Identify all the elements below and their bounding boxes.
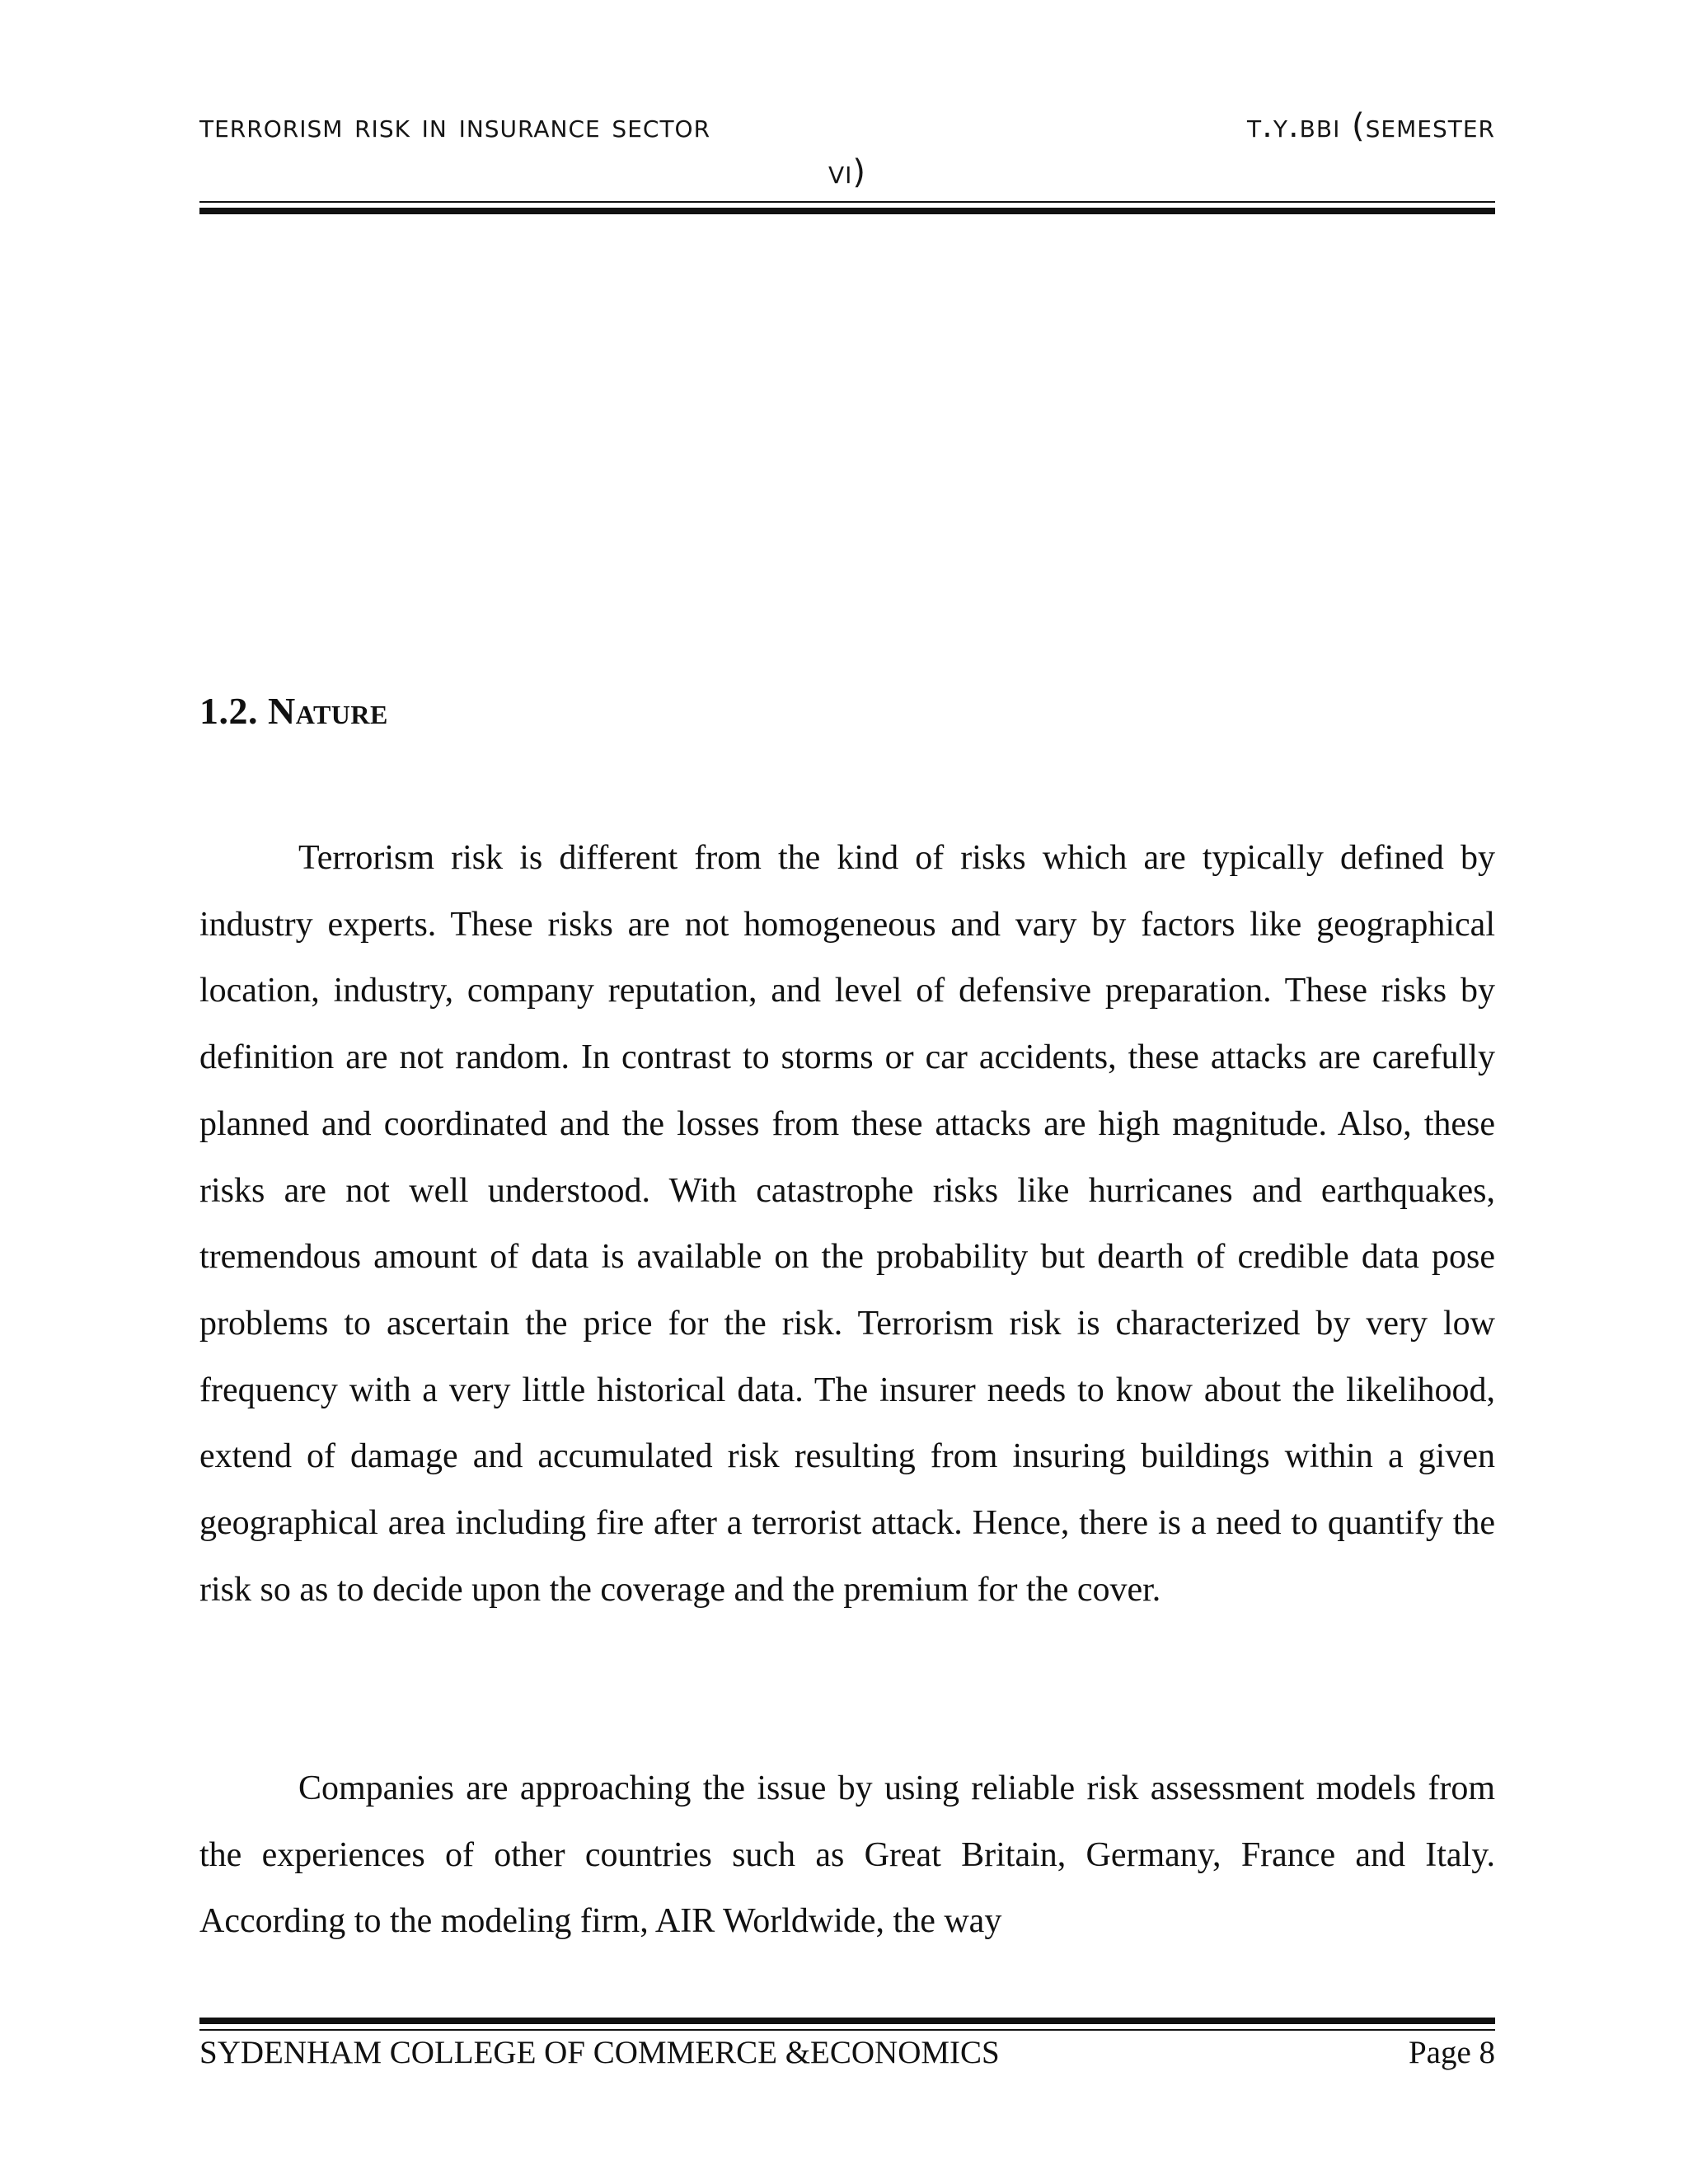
footer-institution: SYDENHAM COLLEGE OF COMMERCE &ECONOMICS <box>199 2035 1000 2070</box>
footer-rule-thick <box>199 2018 1495 2024</box>
header-course: t.y.bbi (semester <box>1247 107 1495 145</box>
section-heading: 1.2. Nature <box>199 690 388 732</box>
page-header <box>199 105 1495 191</box>
body-paragraph-2: Companies are approaching the issue by using reliable risk assessment models from the experiences of other countries such as Great Britain, Germany, France and Italy. According to the modeling firm, AIR Worldwide, the way <box>199 1769 1495 1941</box>
footer-rule-thin <box>199 2029 1495 2031</box>
body-paragraph-1: Terrorism risk is different from the kind of risks which are typically defined by industry experts. These risks are not homogeneous and vary by factors like geographical location, industry, company reputation, and level of defensive preparation. These risks by definition are not random. In contrast to storms or car accidents, these attacks are carefully planned and coordinated and the losses from these attacks are high magnitude. Also, these risks are not well understood. With catastrophe risks like hurricanes and earthquakes, tremendous amount of data is available on the probability but dearth of credible data pose problems to ascertain the price for the risk. Terrorism risk is characterized by very low frequency with a very little historical data. The insurer needs to know about the likelihood, extend of damage and accumulated risk resulting from insuring buildings within a given geographical area including fire after a terrorist attack. Hence, there is a need to quantify the risk so as to decide upon the coverage and the premium for the cover. <box>199 839 1495 1609</box>
header-rule-thick <box>199 208 1495 214</box>
header-title: terrorism risk in insurance sector <box>199 107 711 145</box>
header-rule-thin <box>199 201 1495 203</box>
header-course-continued: vi) <box>828 153 867 191</box>
page-number: Page 8 <box>1408 2035 1495 2070</box>
